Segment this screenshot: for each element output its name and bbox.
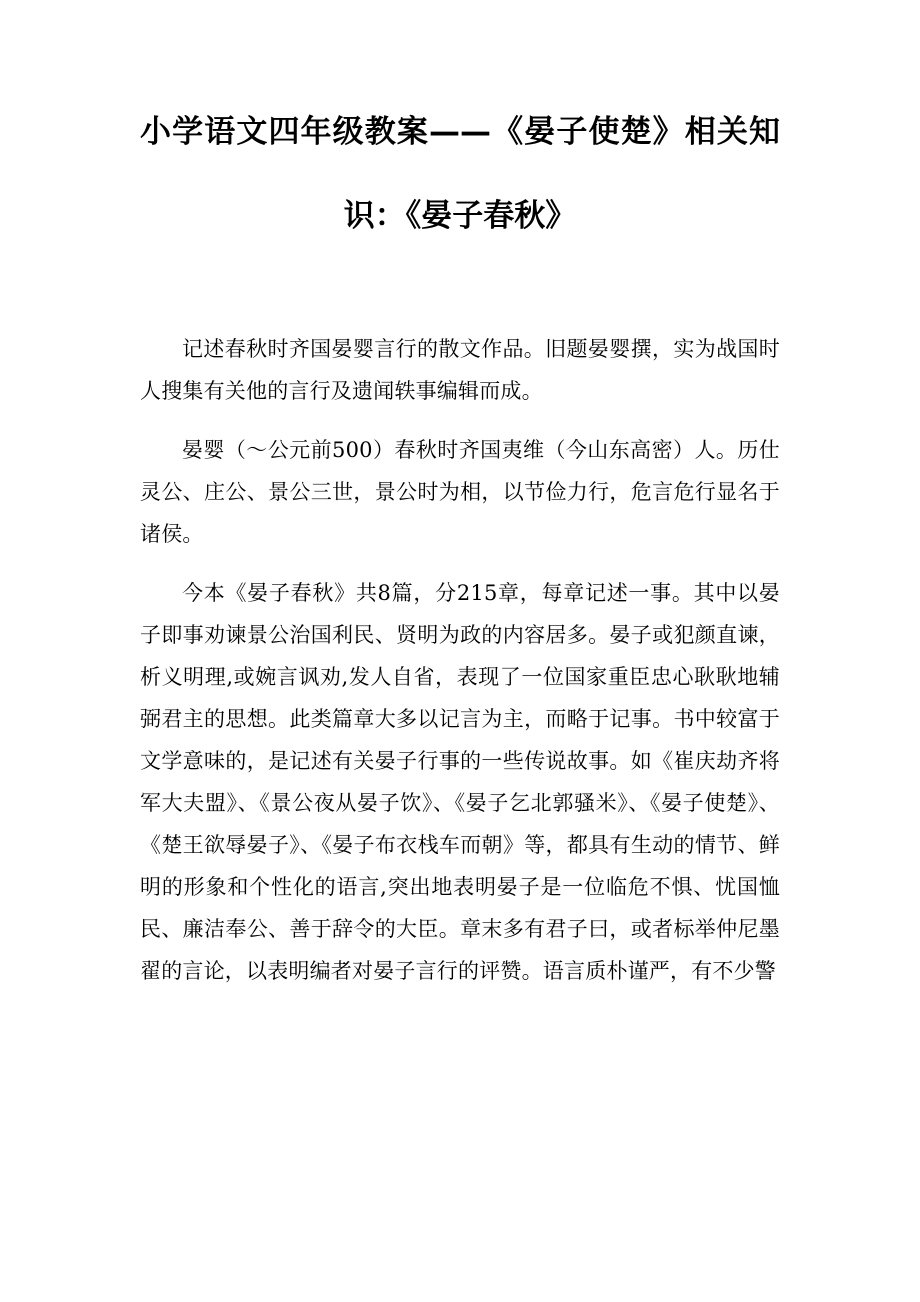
paragraph-content: 今本《晏子春秋》共8篇，分215章，每章记述一事。其中以晏子即事劝谏景公治国利民、贤明为政的内容居多。晏子或犯颜直谏，析义明理,或婉言讽劝,发人自省，表现了一位国家重臣忠心耿耿地辅弼君主的思想。此类篇章大多以记言为主，而略于记事。书中较富于文学意味的，是记述有关晏子行事的一些传说故事。如《崔庆劫齐将军大夫盟》、《景公夜从晏子饮》、《晏子乞北郭骚米》、《晏子使楚》、《楚王欲辱晏子》、《晏子布衣栈车而朝》等，都具有生动的情节、鲜明的形象和个性化的语言,突出地表明晏子是一位临危不惧、忧国恤民、廉洁奉公、善于辞令的大臣。章末多有君子曰，或者标举仲尼墨翟的言论，以表明编者对晏子言行的评赞。语言质朴谨严，有不少警 xyxy=(140,581,780,983)
document-title-line-2: 识：《晏子春秋》 xyxy=(343,198,577,234)
paragraph-biography: 晏婴（～公元前500）春秋时齐国夷维（今山东高密）人。历仕灵公、庄公、景公三世，景公时为相，以节俭力行，危言危行显名于诸侯。 xyxy=(140,438,780,546)
document-body xyxy=(140,328,780,992)
paragraph-intro: 记述春秋时齐国晏婴言行的散文作品。旧题晏婴撰，实为战国时人搜集有关他的言行及遗闻轶事编辑而成。 xyxy=(140,337,780,403)
document-title-line-1: 小学语文四年级教案——《晏子使楚》相关知 xyxy=(140,114,780,150)
